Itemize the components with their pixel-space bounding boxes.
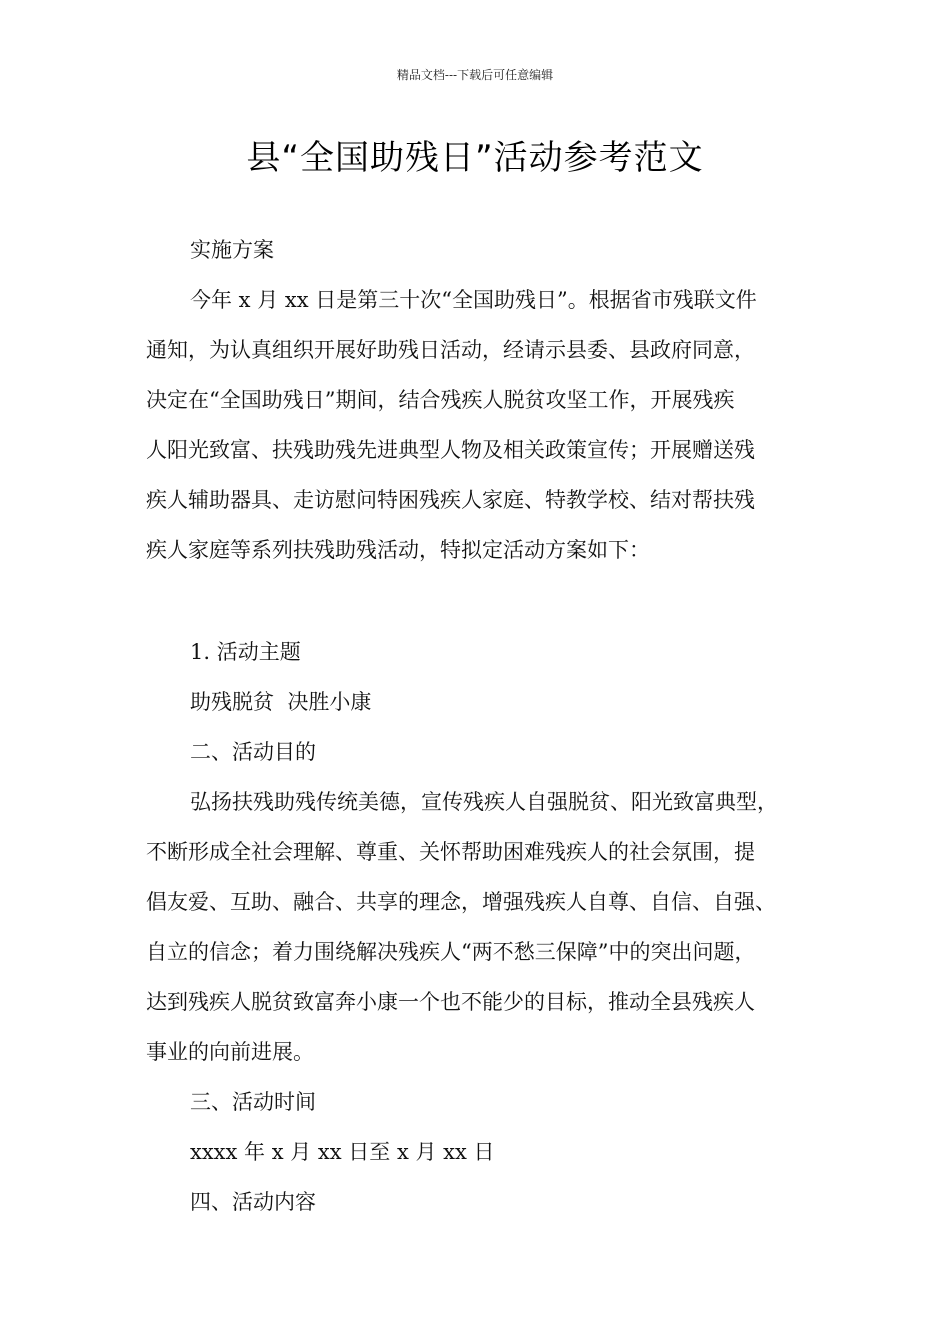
section-heading-purpose: 二、活动目的 (190, 740, 316, 764)
paragraph-line: 人阳光致富、扶残助残先进典型人物及相关政策宣传；开展赠送残 (146, 438, 755, 462)
paragraph-line: 自立的信念；着力围绕解决残疾人“两不愁三保障”中的突出问题， (146, 940, 756, 964)
section-heading-time: 三、活动时间 (190, 1090, 316, 1114)
paragraph-line: 疾人家庭等系列扶残助残活动，特拟定活动方案如下： (146, 538, 650, 562)
section-heading-plan: 实施方案 (190, 238, 274, 262)
paragraph-line: 达到残疾人脱贫致富奔小康一个也不能少的目标，推动全县残疾人 (146, 990, 755, 1014)
intro-paragraph (146, 280, 826, 580)
document-title: 县“全国助残日”活动参考范文 (246, 138, 704, 178)
paragraph-spacer (146, 580, 826, 632)
paragraph-line: 决定在“全国助残日”期间，结合残疾人脱贫攻坚工作，开展残疾 (146, 388, 735, 412)
section-heading-theme: 1. 活动主题 (190, 640, 301, 664)
time-text: xxxx 年 x 月 xx 日至 x 月 xx 日 (190, 1140, 495, 1164)
section-heading-content: 四、活动内容 (190, 1190, 316, 1214)
paragraph-line: 事业的向前进展。 (146, 1040, 314, 1064)
paragraph-line: 不断形成全社会理解、尊重、关怀帮助困难残疾人的社会氛围，提 (146, 840, 755, 864)
paragraph-line: 弘扬扶残助残传统美德，宣传残疾人自强脱贫、阳光致富典型， (190, 790, 778, 814)
purpose-paragraph (146, 782, 826, 1082)
paragraph-line: 通知，为认真组织开展好助残日活动，经请示县委、县政府同意， (146, 338, 755, 362)
paragraph-line: 今年 x 月 xx 日是第三十次“全国助残日”。根据省市残联文件 (190, 288, 757, 312)
paragraph-line: 疾人辅助器具、走访慰问特困残疾人家庭、特教学校、结对帮扶残 (146, 488, 755, 512)
page-header: 精品文档---下载后可任意编辑 (396, 68, 554, 82)
paragraph-line: 倡友爱、互助、融合、共享的理念，增强残疾人自尊、自信、自强、 (146, 890, 776, 914)
theme-text: 助残脱贫 决胜小康 (190, 690, 372, 714)
document-body (146, 230, 826, 1232)
